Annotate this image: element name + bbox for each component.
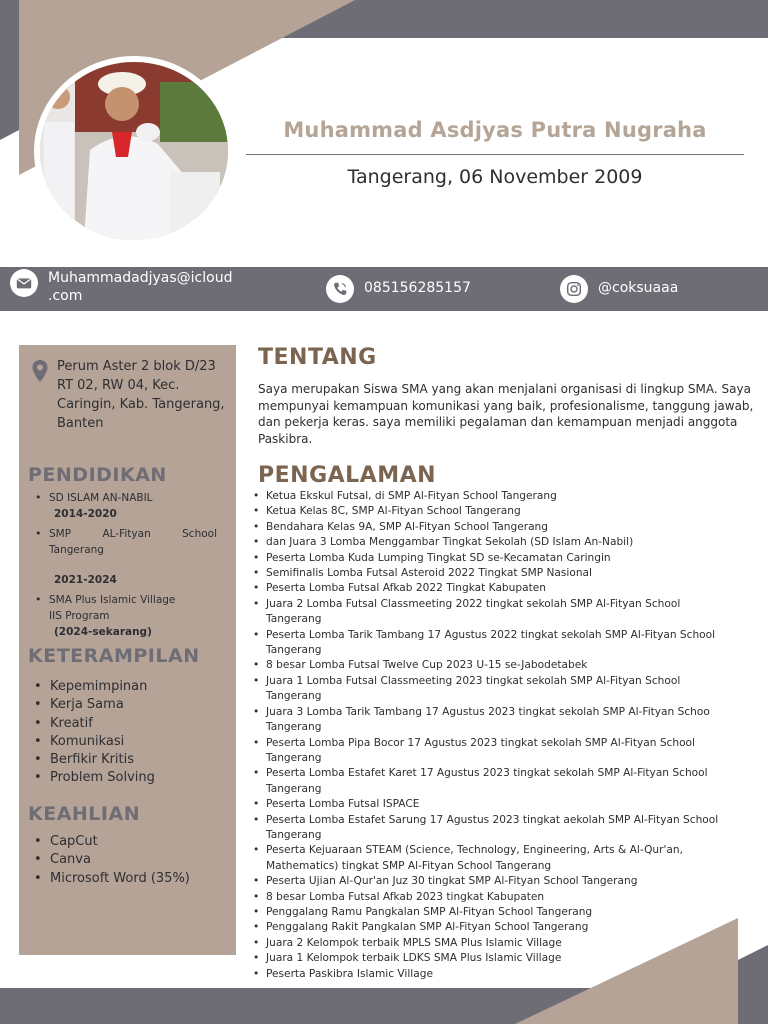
experience-item: • Peserta Ujian Al-Qur'an Juz 30 tingkat SMP Al-Fityan School Tangerang [252,874,722,889]
skill-item: • Kepemimpinan [29,678,155,696]
expertise-list [29,833,190,888]
education-item: • SMA Plus Islamic Village IIS Program [29,592,189,624]
skill-item: • Komunikasi [29,733,155,751]
experience-item: • Peserta Lomba Kuda Lumping Tingkat SD se-Kecamatan Caringin [252,551,722,566]
experience-item: • 8 besar Lomba Futsal Twelve Cup 2023 U-15 se-Jabodetabek [252,658,722,673]
expertise-item: • Canva [29,851,190,869]
experience-item: • Juara 2 Kelompok terbaik MPLS SMA Plus Islamic Village [252,936,722,951]
about-text: Saya merupakan Siswa SMA yang akan menjalani organisasi di lingkup SMA. Saya mempunyai kemampuan komunikasi yang baik, profesionalisme, tanggung jawab, dan pekerja keras. saya memiliki pegalaman dan kemampuan menjadi anggota Paskibra. [258,382,754,446]
experience-item: • Peserta Lomba Tarik Tambang 17 Agustus 2022 tingkat sekolah SMP Al-Fityan School Tangerang [252,628,722,659]
education-item: • SMP AL-Fityan School Tangerang [29,526,217,558]
expertise-item: • CapCut [29,833,190,851]
location-pin-icon [31,359,49,383]
phone-text: 085156285157 [364,280,471,296]
experience-item: • Peserta Paskibra Islamic Village [252,967,722,982]
experience-item: • dan Juara 3 Lomba Menggambar Tingkat Sekolah (SD Islam An-Nabil) [252,535,722,550]
skill-item: • Berfikir Kritis [29,751,155,769]
contact-bar [0,267,768,311]
experience-item: • 8 besar Lomba Futsal Afkab 2023 tingkat Kabupaten [252,890,722,905]
experience-item: • Peserta Lomba Estafet Karet 17 Agustus 2023 tingkat sekolah SMP Al-Fityan School Tangerang [252,766,722,797]
experience-item: • Peserta Lomba Estafet Sarung 17 Agustus 2023 tingkat aekolah SMP Al-Fityan School Tangerang [252,813,722,844]
experience-item: • Peserta Lomba Futsal Afkab 2022 Tingkat Kabupaten [252,581,722,596]
skill-item: • Kreatif [29,715,155,733]
experience-item: • Juara 2 Lomba Futsal Classmeeting 2022 tingkat sekolah SMP Al-Fityan School Tangerang [252,597,722,628]
experience-item: • Bendahara Kelas 9A, SMP Al-Fityan School Tangerang [252,520,722,535]
experience-item: • Juara 3 Lomba Tarik Tambang 17 Agustus 2023 tingkat sekolah SMP Al-Fityan Schoo Tangerang [252,705,722,736]
skills-list [29,678,155,788]
person-name: Muhammad Asdjyas Putra Nugraha [283,118,707,142]
education-years: (2024-sekarang) [54,626,152,638]
experience-item: • Peserta Lomba Futsal ISPACE [252,797,722,812]
experience-item: • Penggalang Rakit Pangkalan SMP Al-Fityan School Tangerang [252,920,722,935]
education-years: 2021-2024 [54,574,117,586]
mail-icon [10,269,38,297]
email-text: Muhammadadjyas@icloud .com [48,270,233,304]
experience-item: • Ketua Kelas 8C, SMP Al-Fityan School Tangerang [252,504,722,519]
phone-icon [326,275,354,303]
instagram-icon [560,275,588,303]
skills-heading: KETERAMPILAN [28,645,200,667]
experience-item: • Peserta Lomba Pipa Bocor 17 Agustus 2023 tingkat sekolah SMP Al-Fityan School Tangerang [252,736,722,767]
sidebar [19,345,236,955]
instagram-text: @coksuaaa [598,280,679,296]
address-block [31,357,231,433]
skill-item: • Problem Solving [29,769,155,787]
profile-photo-frame [34,56,234,246]
experience-list [252,489,722,982]
contact-instagram[interactable] [560,275,678,319]
experience-heading: PENGALAMAN [258,463,437,488]
experience-item: • Juara 1 Lomba Futsal Classmeeting 2023 tingkat sekolah SMP Al-Fityan School Tangerang [252,674,722,705]
name-divider [246,154,744,155]
experience-item: • Penggalang Ramu Pangkalan SMP Al-Fityan School Tangerang [252,905,722,920]
skill-item: • Kerja Sama [29,696,155,714]
profile-photo [40,62,228,240]
experience-item: • Ketua Ekskul Futsal, di SMP Al-Fityan School Tangerang [252,489,722,504]
birth-place-date: Tangerang, 06 November 2009 [347,166,643,188]
expertise-heading: KEAHLIAN [28,803,141,825]
experience-item: • Peserta Kejuaraan STEAM (Science, Technology, Engineering, Arts & Al-Qur'an, Mathematics) tingkat SMP Al-Fityan School Tangerang [252,843,722,874]
contact-phone[interactable] [326,275,471,319]
experience-item: • Semifinalis Lomba Futsal Asteroid 2022 Tingkat SMP Nasional [252,566,722,581]
contact-email[interactable] [10,269,248,313]
education-heading: PENDIDIKAN [28,464,167,486]
education-list [29,490,229,640]
expertise-item: • Microsoft Word (35%) [29,870,190,888]
address-text: Perum Aster 2 blok D/23 RT 02, RW 04, Kec. Caringin, Kab. Tangerang, Banten [57,359,225,431]
education-item: • SD ISLAM AN-NABIL [29,490,229,506]
experience-item: • Juara 1 Kelompok terbaik LDKS SMA Plus Islamic Village [252,951,722,966]
about-heading: TENTANG [258,345,377,370]
education-years: 2014-2020 [54,508,117,520]
